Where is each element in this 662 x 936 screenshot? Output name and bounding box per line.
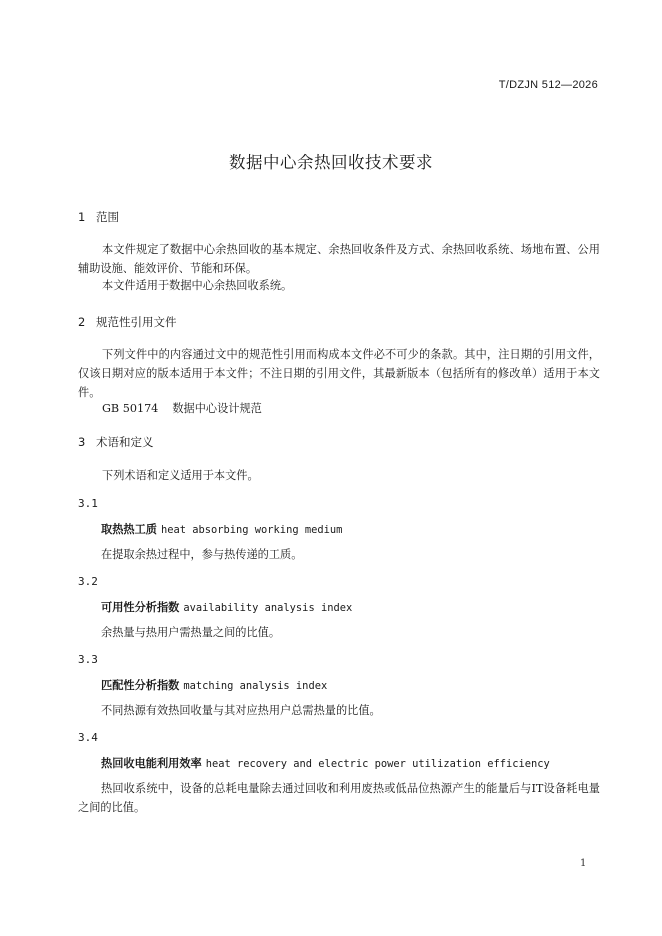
document-title: 数据中心余热回收技术要求 — [229, 153, 433, 172]
term-name-en: heat absorbing working medium — [160, 524, 343, 536]
term-name-en: heat recovery and electric power utilization efficiency — [205, 758, 550, 770]
section-title: 术语和定义 — [96, 435, 154, 449]
standard-code: T/DZJN 512—2026 — [498, 79, 598, 91]
term-definition: 不同热源有效热回收量与其对应热用户总需热量的比值。 — [101, 704, 381, 717]
term-number: 3.3 — [78, 653, 98, 666]
term-name — [101, 677, 327, 693]
reference-title: 数据中心设计规范 — [172, 402, 262, 415]
term-name — [101, 521, 342, 537]
normative-reference — [102, 400, 262, 416]
section-number: 2 — [78, 315, 86, 329]
reference-code: GB 50174 — [102, 402, 159, 415]
term-number: 3.1 — [78, 497, 98, 510]
section-2-heading — [78, 314, 177, 330]
term-name-zh: 可用性分析指数 — [101, 601, 180, 614]
term-name — [101, 755, 550, 771]
term-definition: 热回收系统中，设备的总耗电量除去通过回收和利用废热或低品位热源产生的能量后与IT设备耗电量之间的比值。 — [78, 782, 600, 814]
section-title: 规范性引用文件 — [96, 315, 177, 329]
term-name-en: matching analysis index — [183, 680, 328, 692]
section-3-heading — [78, 434, 154, 450]
term-name-zh: 热回收电能利用效率 — [101, 757, 202, 770]
term-definition: 在提取余热过程中，参与热传递的工质。 — [101, 548, 303, 561]
term-definition: 余热量与热用户需热量之间的比值。 — [101, 626, 281, 639]
section-number: 3 — [78, 435, 86, 449]
scope-paragraph-2: 本文件适用于数据中心余热回收系统。 — [102, 279, 293, 292]
page-number: 1 — [580, 858, 587, 869]
scope-paragraph-1: 本文件规定了数据中心余热回收的基本规定、余热回收条件及方式、余热回收系统、场地布置、公用辅助设施、能效评价、节能和环保。 — [78, 243, 600, 275]
section-1-heading — [78, 209, 119, 225]
normative-paragraph: 下列文件中的内容通过文中的规范性引用而构成本文件必不可少的条款。其中，注日期的引用文件，仅该日期对应的版本适用于本文件；不注日期的引用文件，其最新版本（包括所有的修改单）适用于本文件。 — [78, 348, 600, 399]
term-name-zh: 取热热工质 — [101, 523, 157, 536]
terms-intro: 下列术语和定义适用于本文件。 — [102, 469, 259, 482]
term-number: 3.4 — [78, 731, 98, 744]
section-number: 1 — [78, 210, 86, 224]
term-number: 3.2 — [78, 575, 98, 588]
term-name — [101, 599, 352, 615]
term-name-zh: 匹配性分析指数 — [101, 679, 180, 692]
section-title: 范围 — [96, 210, 119, 224]
term-name-en: availability analysis index — [183, 602, 353, 614]
